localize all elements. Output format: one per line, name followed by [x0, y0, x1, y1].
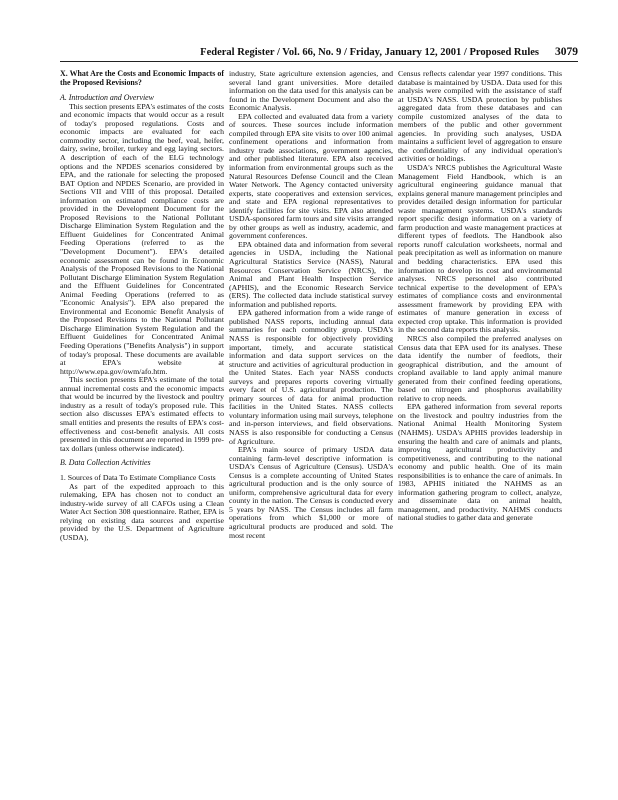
paragraph: This section presents EPA's estimate of the total annual incremental costs and the economic impacts that would be incurred by the livestock and poultry industry as a result of today's proposed rule. This section also discusses EPA's estimated effects to small entities and presents the results of EPA's cost-effectiveness and cost-benefit analysis. All costs presented in this document are reported in 1999 pre-tax dollars (unless otherwise indicated).	[60, 375, 224, 453]
paragraph: Census reflects calendar year 1997 conditions. This database is maintained by USDA. Data used for this analysis were compiled with the assistance of staff at USDA's NASS. USDA protection by publishes aggregated data from these databases and can compile customized analyses of the data to members of the public and other government agencies. In providing such analyses, USDA maintains a sufficient level of aggregation to ensure the confidentiality of any individual operation's activities or holdings.	[398, 69, 562, 164]
column-middle	[229, 70, 393, 540]
page-number: 3079	[555, 46, 578, 58]
paragraph: industry, State agriculture extension agencies, and several land grant universities. More detailed information on the data used for this analysis can be found in the Development Document and also the Economic Analysis.	[229, 69, 393, 113]
paragraph: NRCS also compiled the preferred analyses on Census data that EPA used for its analyses. These data identify the number of feedlots, their geographical distribution, and the amount of cropland available to land apply animal manure generated from their confined feeding operations, based on nitrogen and phosphorus availability relative to crop needs.	[398, 333, 562, 403]
paragraph: EPA's main source of primary USDA data containing farm-level descriptive information is USDA's Census of Agriculture (Census). USDA's Census is a complete accounting of United States agricultural production and is the only source of uniform, comprehensive agricultural data for every county in the nation. The Census is conducted every 5 years by NASS. The Census includes all farm operations from which $1,000 or more of agricultural products are produced and sold. The most recent	[229, 445, 393, 540]
paragraph: This section presents EPA's estimates of the costs and economic impacts that would occur as a result of today's proposed regulations. Costs and economic impacts are evaluated for each commodity sector, including the beef, veal, heifer, dairy, swine, broiler, turkey and egg laying sectors. A description of each of the ELG technology options and the NPDES scenarios considered by EPA, and the rationale for selecting the proposed BAT Option and NPDES Scenario, are provided in Sections VII and VIII of this proposal. Detailed information on estimated compliance costs are provided in the Development Document for the Proposed Revisions to the National Pollutant Discharge Elimination System Regulation and the Effluent Guidelines for Concentrated Animal Feeding Operations (referred to as the "Development Document"). EPA's detailed economic assessment can be found in Economic Analysis of the Proposed Revisions to the National Pollutant Discharge Elimination System Regulation and the Effluent Guidelines for Concentrated Animal Feeding Operations (referred to as "Economic Analysis"). EPA also prepared the Environmental and Economic Benefit Analysis of the Proposed Revisions to the National Pollutant Discharge Elimination System Regulation and the Effluent Guidelines for Concentrated Animal Feeding Operations ("Benefits Analysis") in support of today's proposal. These documents are available at EPA's website at http://www.epa.gov/owm/afo.htm.	[60, 101, 224, 376]
header-text: Federal Register / Vol. 66, No. 9 / Friday, January 12, 2001 / Proposed Rules	[200, 47, 539, 58]
sub-subsection-heading: 1. Sources of Data To Estimate Compliance Costs	[60, 473, 216, 483]
paragraph: EPA obtained data and information from several agencies in USDA, including the National Agricultural Statistics Service (NASS), Natural Resources Conservation Service (NRCS), the Animal and Plant Health Inspection Service (APHIS), and the Economic Research Service (ERS). The collected data include statistical survey information and published reports.	[229, 239, 393, 309]
column-right	[398, 70, 562, 523]
page-header	[60, 46, 578, 62]
column-left	[60, 70, 224, 542]
subsection-heading-introduction: A. Introduction and Overview	[60, 92, 154, 102]
paragraph: EPA collected and evaluated data from a variety of sources. These sources include information compiled through EPA site visits to over 100 animal confinement operations and information from industry trade associations, government agencies, and other published literature. EPA also received information from environmental groups such as the Natural Resources Defense Council and the Clean Water Network. The Agency contacted university experts, state cooperatives and extension services, and state and EPA regional representatives to identify facilities for site visits. EPA also attended USDA-sponsored farm tours and site visits arranged by other groups as well as industry, academic, and government conferences.	[229, 111, 393, 241]
paragraph: USDA's NRCS publishes the Agricultural Waste Management Field Handbook, which is an agricultural engineering guidance manual that explains general manure management principles and provides detailed design information for particular waste management systems. USDA's standards report specific design information on a variety of farm production and waste management practices at different types of feedlots. The Handbook also reports runoff calculation worksheets, normal and peak precipitation as well as information on manure and bedding characteristics. EPA used this information to develop its cost and environmental analyses. NRCS personnel also contributed technical expertise to the development of EPA's estimates of compliance costs and environmental assessment framework by providing EPA with estimates of manure generation in excess of expected crop uptake. This information is provided in the second data reports this analysis.	[398, 163, 562, 335]
section-heading: X. What Are the Costs and Economic Impacts of the Proposed Revisions?	[60, 69, 224, 87]
subsection-heading-data-collection: B. Data Collection Activities	[60, 458, 151, 468]
paragraph: EPA gathered information from a wide range of published NASS reports, including annual data summaries for each commodity group. USDA's NASS is responsible for objectively providing important, timely, and accurate statistical information and data support services on the structure and activities of agricultural production in the United States. Each year NASS conducts surveys and prepares reports covering virtually every facet of U.S. agricultural production. The primary sources of data for animal production facilities in the United States. NASS collects voluntary information using mail surveys, telephone and in-person interviews, and field observations. NASS is also responsible for conducting a Census of Agriculture.	[229, 308, 393, 446]
paragraph: As part of the expedited approach to this rulemaking, EPA has chosen not to conduct an industry-wide survey of all CAFOs using a Clean Water Act Section 308 questionnaire. Rather, EPA is relying on existing data sources and expertise provided by the U.S. Department of Agriculture (USDA),	[60, 481, 224, 542]
paragraph: EPA gathered information from several reports on the livestock and poultry industries from the National Animal Health Monitoring System (NAHMS). USDA's APHIS provides leadership in ensuring the health and care of animals and plants, improving agricultural productivity and competitiveness, and contributing to the national economy and public health. One of its main responsibilities is to enhance the care of animals. In 1983, APHIS initiated the NAHMS as an information gathering program to collect, analyze, and disseminate data on animal health, management, and productivity. NAHMS conducts national studies to gather data and generate	[398, 402, 562, 523]
